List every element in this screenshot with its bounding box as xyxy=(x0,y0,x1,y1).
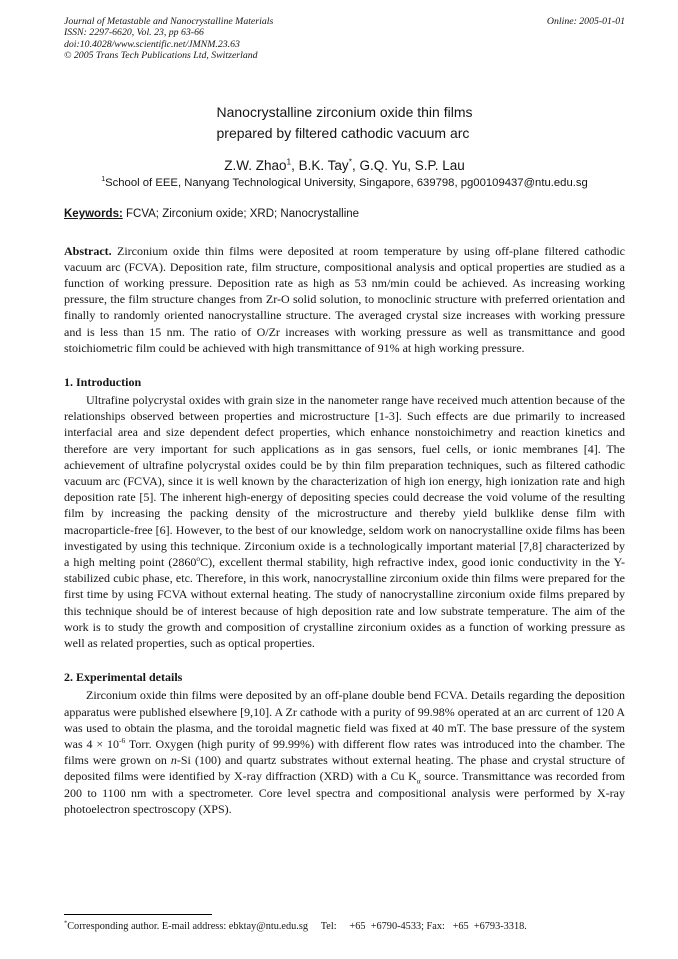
experimental-text-4: source. Transmittance was recorded from 200 to 1100 nm with a spectrometer. Core level spectra and compositional analysis were performed by X-ray photoelectron spectroscopy (XPS). xyxy=(64,769,625,816)
abstract-paragraph xyxy=(64,243,625,356)
experimental-text-2: Torr. Oxygen (high purity of 99.99%) with different flow rates was introduced into the chamber. The films were grown on xyxy=(64,736,626,768)
authors-line xyxy=(64,157,625,174)
journal-copyright: © 2005 Trans Tech Publications Ltd, Switzerland xyxy=(64,50,258,62)
abstract-label: Abstract. xyxy=(64,243,112,258)
paper-title-line-1: Nanocrystalline zirconium oxide thin films xyxy=(216,103,473,120)
affiliation-text: School of EEE, Nanyang Technological University, Singapore, 639798, pg00109437@ntu.edu.sg xyxy=(105,176,588,189)
keywords-label: Keywords: xyxy=(64,207,123,220)
introduction-text-2: C), excellent thermal stability, high refractive index, good ionic conductivity in the Y-stabilized cubic phase, etc. Therefore, in this work, nanocrystalline zirconium oxide thin films were prepared for the first time by using FCVA without external heating. The study of nanocrystalline zirconium oxide films prepared by this technique should be of interest because of high deposition rate and low substrate temperature. The aim of the work is to study the growth and composition of crystalline zirconium oxides as a function of working pressure as well as related properties, such as optical properties. xyxy=(64,555,625,651)
introduction-paragraph xyxy=(64,392,625,651)
exponent-superscript: -6 xyxy=(119,735,126,745)
author-name-tay: , B.K. Tay xyxy=(291,157,349,173)
author-affiliation-mark: 1 xyxy=(286,156,292,167)
section-heading-experimental: 2. Experimental details xyxy=(64,670,183,685)
section-heading-introduction: 1. Introduction xyxy=(64,375,142,390)
affiliation-mark: 1 xyxy=(101,175,106,183)
paper-title xyxy=(217,102,473,144)
journal-doi: doi:10.4028/www.scientific.net/JMNM.23.63 xyxy=(64,38,240,50)
experimental-paragraph xyxy=(64,687,625,817)
experimental-text-1: Zirconium oxide thin films were deposited by an off-plane double bend FCVA. Details regarding the deposition apparatus were published elsewhere [9,10]. A Zr cathode with a purity of 99.98% operated at an arc current of 120 A was used to obtain the plasma, and the toroidal magnetic field was fixed at 40 mT. The base pressure of the system was 4 × 10 xyxy=(64,688,625,751)
author-names-rest: , G.Q. Yu, S.P. Lau xyxy=(351,157,465,173)
alpha-subscript: α xyxy=(416,776,421,786)
abstract-text: Zirconium oxide thin films were deposited at room temperature by using off-plane filtered cathodic vacuum arc (FCVA). Deposition rate, film structure, compositional analysis and optical properties are studied as a function of working pressure. Deposition rate as high as 53 nm/min could be achieved. As increasing working pressure, the film structure changes from Zr-O solid solution, to monoclinic structure with preferred orientation and finally to randomly oriented nanocrystalline structure. The averaged crystal size increases with working pressure and is less than 15 nm. The ratio of O/Zr increases with working pressure as well as transmittance and good stoichiometric film could be achieved with high transmittance of 91% at high working pressure. xyxy=(64,243,625,355)
experimental-text-3: -Si (100) and quartz substrates without external heating. The phase and crystal structure of deposited films were identified by X-ray diffraction (XRD) with a Cu K xyxy=(64,753,625,784)
keywords-line xyxy=(64,207,625,221)
journal-issn-volume: ISSN: 2297-6620, Vol. 23, pp 63-66 xyxy=(64,27,204,39)
affiliation-line xyxy=(64,176,625,190)
journal-header xyxy=(64,16,625,62)
journal-info-block xyxy=(64,16,273,62)
corresponding-author-mark: * xyxy=(348,156,352,167)
footnote-text: Corresponding author. E-mail address: ebktay@ntu.edu.sg Tel: +65 +6790-4533; Fax: +65 +6793-3318. xyxy=(67,921,527,932)
paper-title-line-2: prepared by filtered cathodic vacuum arc xyxy=(216,124,470,141)
footnote-block xyxy=(64,914,625,933)
footnote-divider xyxy=(64,914,212,915)
journal-name: Journal of Metastable and Nanocrystalline Materials xyxy=(64,16,274,27)
degree-superscript: o xyxy=(196,554,201,564)
introduction-text-1: Ultrafine polycrystal oxides with grain size in the nanometer range have received much attention because of the relationships observed between properties and microstructure [1-3]. Such effects are due primarily to increased interfacial area and size dependent defect properties, which enhance nonstoichimetry and reaction kinetics and therefore are very important for such applications as in gas sensors, fuel cells, or ionic membranes [4]. The achievement of ultrafine polycrystal oxides could be by thin film preparation techniques, such as filtered cathodic vacuum arc (FCVA), since it is well known by the characterization of high ion energy, high ionization rate and high deposition rate [5]. The inherent high-energy of depositing species could decrease the void volume of the resulting film by increasing the packing density of the microstructure and thereby yield bulklike dense film with macroparticle-free [6]. However, to the best of our knowledge, seldom work on nanocrystalline oxide films has been investigated by using this technique. Zirconium oxide is a technologically important material [7,8] characterized by a high melting point (2860 xyxy=(64,393,625,570)
footnote-marker: * xyxy=(64,919,68,927)
footnote xyxy=(64,920,625,933)
keywords-text: FCVA; Zirconium oxide; XRD; Nanocrystalline xyxy=(122,207,360,220)
italic-n-si: n xyxy=(170,753,177,768)
online-date: Online: 2005-01-01 xyxy=(546,16,625,27)
author-name-zhao: Z.W. Zhao xyxy=(224,157,287,173)
